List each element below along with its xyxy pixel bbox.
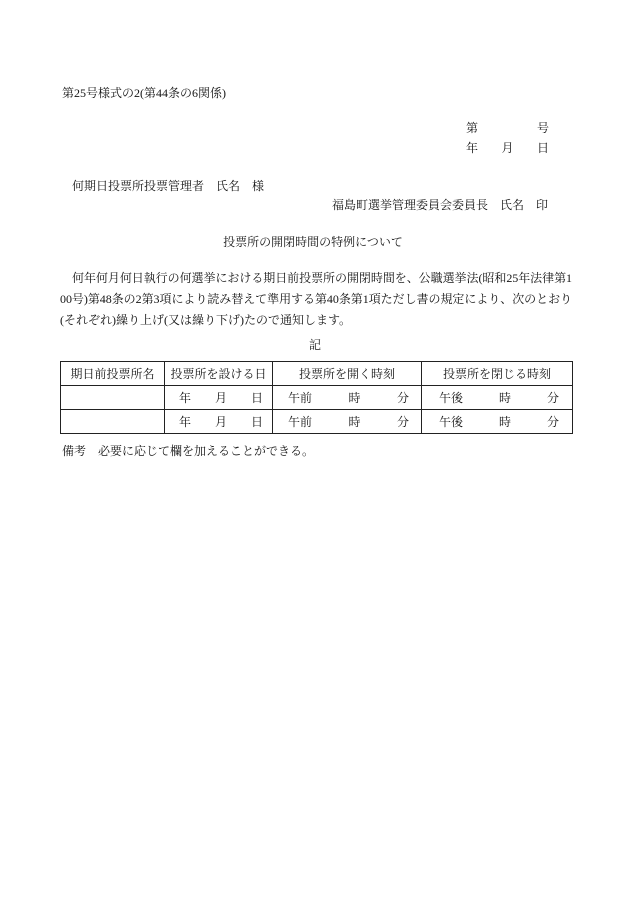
remarks-note: 備考 必要に応じて欄を加えることができる。 — [62, 444, 315, 458]
cell-minute: 分 — [396, 390, 409, 405]
body-line-2-wrap — [60, 292, 572, 306]
open-time-cell — [273, 410, 422, 434]
form-number: 第25号様式の2(第44条の6関係) — [62, 86, 226, 100]
close-time-cell — [422, 386, 573, 410]
set-date-cell — [165, 410, 273, 434]
table-row — [61, 410, 573, 434]
cell-day: 日 — [250, 390, 263, 405]
cell-hour: 時 — [498, 390, 511, 405]
document-number-prefix: 第 — [466, 121, 479, 135]
body-line-2: 00号)第48条の2第3項により読み替えて準用する第40条第1項ただし書の規定により、次のとおり — [60, 292, 573, 306]
addressee: 何期日投票所投票管理者 氏名 様 — [72, 179, 265, 193]
header-station-name: 期日前投票所名 — [61, 362, 165, 386]
station-name-cell — [61, 386, 165, 410]
cell-month: 月 — [214, 414, 227, 429]
cell-minute: 分 — [546, 414, 559, 429]
sender: 福島町選挙管理委員会委員長 氏名 印 — [331, 198, 548, 212]
cell-am: 午前 — [288, 414, 313, 429]
cell-month: 月 — [214, 390, 227, 405]
header-open-time: 投票所を開く時刻 — [273, 362, 422, 386]
document-title: 投票所の開閉時間の特例について — [223, 235, 403, 249]
date-year: 年 — [466, 141, 479, 155]
cell-pm: 午後 — [439, 390, 464, 405]
body-line-3-wrap — [60, 313, 351, 327]
ki-heading: 記 — [308, 338, 321, 352]
cell-hour: 時 — [498, 414, 511, 429]
header-close-time: 投票所を閉じる時刻 — [422, 362, 573, 386]
cell-hour: 時 — [348, 414, 361, 429]
cell-am: 午前 — [288, 390, 313, 405]
table-row — [61, 386, 573, 410]
date-month: 月 — [501, 141, 514, 155]
cell-day: 日 — [250, 414, 263, 429]
cell-minute: 分 — [546, 390, 559, 405]
issue-date — [466, 141, 549, 155]
header-set-date: 投票所を設ける日 — [165, 362, 273, 386]
document-number-suffix: 号 — [536, 121, 549, 135]
body-line-1: 何年何月何日執行の何選挙における期日前投票所の開閉時間を、公職選挙法(昭和25年法律第1 — [72, 271, 573, 285]
polling-hours-table — [60, 361, 573, 434]
cell-hour: 時 — [348, 390, 361, 405]
cell-pm: 午後 — [439, 414, 464, 429]
station-name-cell — [61, 410, 165, 434]
cell-year: 年 — [179, 390, 192, 405]
date-day: 日 — [536, 141, 549, 155]
open-time-cell — [273, 386, 422, 410]
close-time-cell — [422, 410, 573, 434]
cell-minute: 分 — [396, 414, 409, 429]
cell-year: 年 — [179, 414, 192, 429]
body-line-1-wrap — [72, 271, 572, 285]
document-number — [466, 121, 549, 135]
set-date-cell — [165, 386, 273, 410]
table-header-row — [61, 362, 573, 386]
body-line-3: (それぞれ)繰り上げ(又は繰り下げ)たので通知します。 — [60, 313, 352, 327]
